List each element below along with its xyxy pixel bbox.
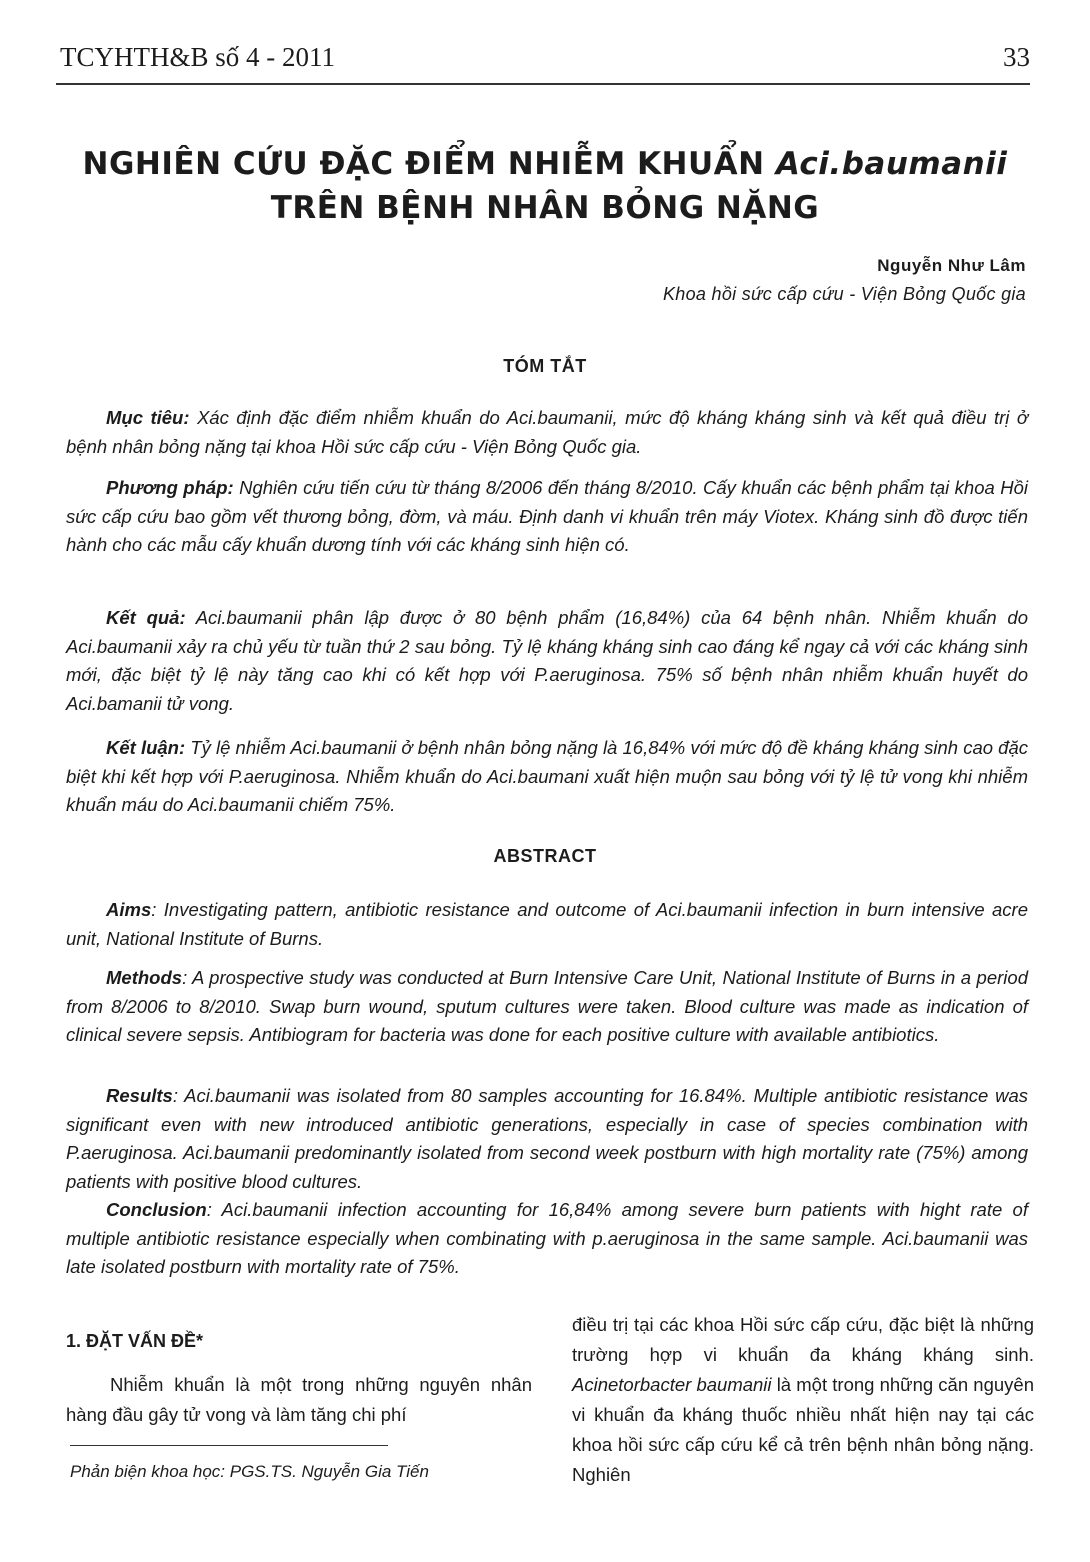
body-right-column bbox=[572, 1310, 1034, 1490]
summary-heading: TÓM TẮT bbox=[503, 356, 587, 376]
abstract-conclusion bbox=[66, 1196, 1028, 1282]
summary-conclusion-label: Kết luận: bbox=[106, 737, 186, 758]
footnote-rule bbox=[70, 1445, 388, 1446]
title-line-2: TRÊN BỆNH NHÂN BỎNG NẶNG bbox=[270, 190, 820, 226]
abstract-heading: ABSTRACT bbox=[493, 846, 597, 866]
body-right-text-1: điều trị tại các khoa Hồi sức cấp cứu, đặc biệt là những trường hợp vi khuẩn đa kháng kháng sinh. bbox=[572, 1314, 1034, 1365]
summary-results-text: Aci.baumanii phân lập được ở 80 bệnh phẩm (16,84%) của 64 bệnh nhân. Nhiễm khuẩn do Aci.baumanii xảy ra chủ yếu từ tuần thứ 2 sau bỏng. Tỷ lệ kháng kháng sinh cao đáng kể ngay cả với các kháng sinh mới, đặc biệt tỷ lệ này tăng cao khi có kết hợp với P.aeruginosa. 75% số bệnh nhân nhiễm khuẩn huyết do Aci.bamanii tử vong. bbox=[66, 607, 1029, 714]
author-name: Nguyễn Như Lâm bbox=[877, 256, 1026, 275]
page-number: 33 bbox=[1003, 42, 1030, 72]
summary-conclusion bbox=[66, 734, 1028, 820]
abstract-aims-text: : Investigating pattern, antibiotic resistance and outcome of Aci.baumanii infection in burn intensive acre unit, National Institute of Burns. bbox=[66, 899, 1028, 949]
abstract-conclusion-label: Conclusion bbox=[106, 1199, 207, 1220]
abstract-results-label: Results bbox=[106, 1085, 173, 1106]
abstract-methods-text: : A prospective study was conducted at Burn Intensive Care Unit, National Institute of Burns in a period from 8/2006 to 8/2010. Swap burn wound, sputum cultures were taken. Blood culture was made as indication of clinical severe sepsis. Antibiogram for bacteria was done for each positive culture with available antibiotics. bbox=[66, 967, 1028, 1045]
title-line-1 bbox=[60, 142, 1030, 186]
body-right-text-2: là một trong những căn nguyên vi khuẩn đa kháng thuốc nhiều nhất hiện nay tại các khoa hồi sức cấp cứu kể cả trên bệnh nhân bỏng nặng. Nghiên bbox=[572, 1374, 1034, 1485]
summary-results bbox=[66, 604, 1028, 718]
summary-methods bbox=[66, 474, 1028, 560]
section-1-heading: 1. ĐẶT VẤN ĐỀ* bbox=[66, 1331, 204, 1351]
abstract-methods-label: Methods bbox=[106, 967, 183, 988]
header-rule bbox=[56, 83, 1030, 85]
running-header bbox=[60, 42, 1030, 73]
abstract-aims bbox=[66, 896, 1028, 953]
abstract-results-text: : Aci.baumanii was isolated from 80 samples accounting for 16.84%. Multiple antibiotic resistance was significant even with new introduced antibiotic generations, especially in case of species combination with P.aeruginosa. Aci.baumanii predominantly isolated from second week postburn with high mortality rate (75%) among patients with positive blood cultures. bbox=[66, 1085, 1028, 1192]
body-paragraph-left: Nhiễm khuẩn là một trong những nguyên nhân hàng đầu gây tử vong và làm tăng chi phí bbox=[66, 1374, 532, 1425]
body-left-column bbox=[66, 1326, 532, 1430]
body-right-organism: Acinetorbacter baumanii bbox=[572, 1374, 772, 1395]
abstract-aims-label: Aims bbox=[106, 899, 152, 920]
summary-methods-text: Nghiên cứu tiến cứu từ tháng 8/2006 đến tháng 8/2010. Cấy khuẩn các bệnh phẩm tại khoa Hồi sức cấp cứu bao gồm vết thương bỏng, đờm, và máu. Định danh vi khuẩn trên máy Viotex. Kháng sinh đồ được tiến hành cho các mẫu cấy khuẩn dương tính với các kháng sinh hiện có. bbox=[66, 477, 1028, 555]
abstract-methods bbox=[66, 964, 1028, 1050]
abstract-conclusion-text: : Aci.baumanii infection accounting for 16,84% among severe burn patients with hight rate of multiple antibiotic resistance especially when combinating with p.aeruginosa in the same sample. Aci.baumanii was late isolated postburn with mortality rate of 75%. bbox=[66, 1199, 1028, 1277]
journal-name: TCYHTH&B số 4 - 2011 bbox=[60, 42, 335, 72]
summary-aims bbox=[66, 404, 1028, 461]
title-organism: Aci.baumanii bbox=[775, 146, 1008, 182]
author-affiliation: Khoa hồi sức cấp cứu - Viện Bỏng Quốc gia bbox=[663, 284, 1026, 304]
summary-aims-text: Xác định đặc điểm nhiễm khuẩn do Aci.baumanii, mức độ kháng kháng sinh và kết quả điều trị ở bệnh nhân bỏng nặng tại khoa Hồi sức cấp cứu - Viện Bỏng Quốc gia. bbox=[66, 407, 1028, 457]
footnote-reviewer: Phản biện khoa học: PGS.TS. Nguyễn Gia Tiến bbox=[70, 1462, 429, 1481]
summary-conclusion-text: Tỷ lệ nhiễm Aci.baumanii ở bệnh nhân bỏng nặng là 16,84% với mức độ đề kháng kháng sinh cao đặc biệt khi kết hợp với P.aeruginosa. Nhiễm khuẩn do Aci.baumani xuất hiện muộn sau bỏng với tỷ lệ tử vong khi nhiễm khuẩn máu do Aci.baumanii chiếm 75%. bbox=[66, 737, 1028, 815]
article-title bbox=[60, 142, 1030, 230]
summary-aims-label: Mục tiêu: bbox=[106, 407, 190, 428]
summary-methods-label: Phương pháp: bbox=[106, 477, 234, 498]
title-line-1-main: NGHIÊN CỨU ĐẶC ĐIỂM NHIỄM KHUẨN bbox=[82, 146, 776, 182]
abstract-results bbox=[66, 1082, 1028, 1196]
summary-results-label: Kết quả: bbox=[106, 607, 186, 628]
body-paragraph-right bbox=[572, 1310, 1034, 1490]
